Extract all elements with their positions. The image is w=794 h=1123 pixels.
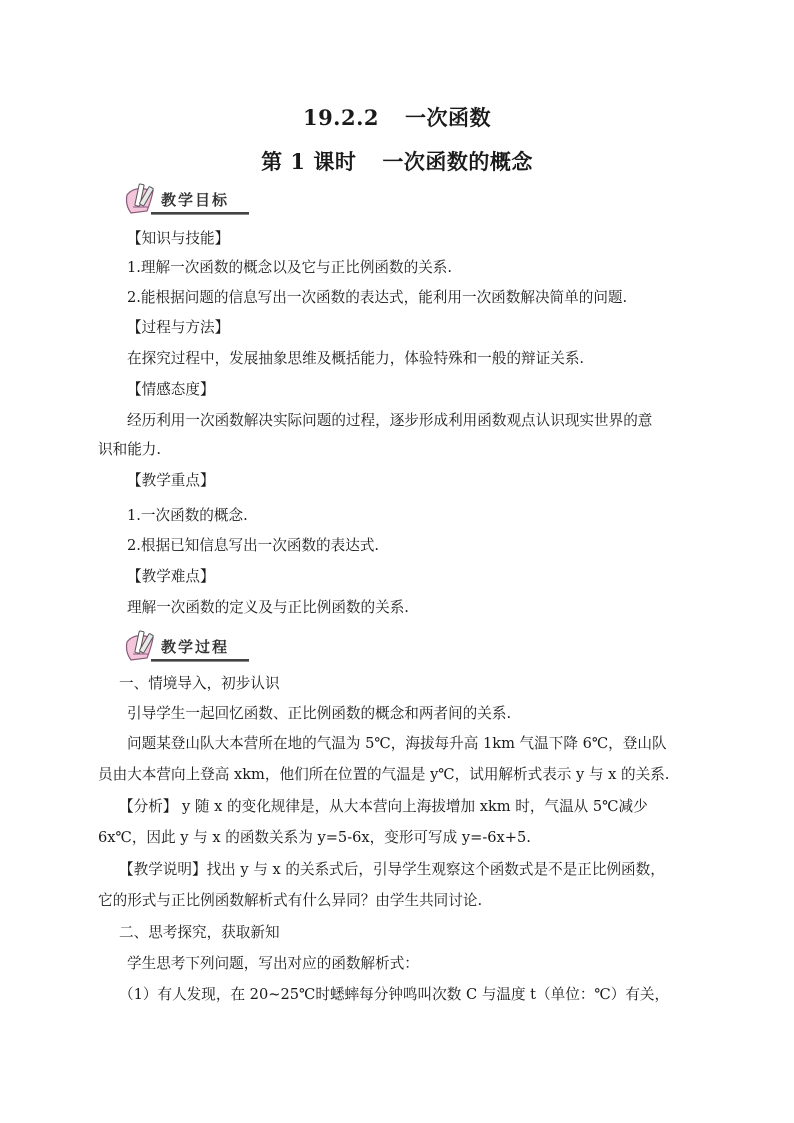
banner-underline: [151, 659, 249, 662]
part1-paragraph-2-line-1: 问题某登山队大本营所在地的气温为 5℃，海拔每升高 1km 气温下降 6℃，登山队: [127, 735, 667, 752]
section-banner-objectives: [123, 183, 249, 217]
section-banner-process: [123, 630, 249, 664]
difficulty-heading: 【教学难点】: [127, 568, 215, 585]
subtitle-text: 一次函数的概念: [382, 149, 533, 174]
difficulty-item-1: 理解一次函数的定义及与正比例函数的关系.: [127, 599, 409, 616]
attitude-heading: 【情感态度】: [127, 381, 215, 398]
knowledge-heading: 【知识与技能】: [127, 230, 230, 247]
page-subtitle: [0, 146, 794, 176]
part2-question-1: （1）有人发现，在 20~25℃时蟋蟀每分钟鸣叫次数 C 与温度 t（单位：℃）有关，: [119, 986, 670, 1003]
banner-underline: [151, 212, 249, 215]
part1-heading: 一、情境导入，初步认识: [119, 675, 280, 692]
attitude-line-1: 经历利用一次函数解决实际问题的过程，逐步形成利用函数观点认识现实世界的意: [127, 412, 653, 429]
part2-heading: 二、思考探究，获取新知: [119, 924, 280, 941]
title-number: 19.2.2: [302, 105, 380, 130]
subtitle-lesson: 第 1 课时: [261, 149, 357, 174]
title-text: 一次函数: [405, 105, 492, 130]
attitude-line-2: 识和能力.: [98, 441, 162, 458]
knowledge-item-1: 1.理解一次函数的概念以及它与正比例函数的关系.: [127, 259, 453, 276]
key-heading: 【教学重点】: [127, 472, 215, 489]
banner-label: 教学目标: [161, 191, 230, 209]
note-line-1: 【教学说明】找出 y 与 x 的关系式后，引导学生观察这个函数式是不是正比例函数，: [119, 861, 665, 878]
note-line-2: 它的形式与正比例函数解析式有什么异同？由学生共同讨论.: [98, 892, 483, 909]
process-item-1: 在探究过程中，发展抽象思维及概括能力，体验特殊和一般的辩证关系.: [127, 350, 585, 367]
part1-paragraph-2-line-2: 员由大本营向上登高 xkm，他们所在位置的气温是 y℃，试用解析式表示 y 与 x 的关系.: [98, 766, 670, 783]
key-item-2: 2.根据已知信息写出一次函数的表达式.: [127, 537, 380, 554]
page-title: [0, 102, 794, 132]
banner-label: 教学过程: [161, 638, 230, 656]
part1-paragraph-1: 引导学生一起回忆函数、正比例函数的概念和两者间的关系.: [127, 705, 512, 722]
knowledge-item-2: 2.能根据问题的信息写出一次函数的表达式，能利用一次函数解决简单的问题.: [127, 289, 628, 306]
key-item-1: 1.一次函数的概念.: [127, 507, 248, 524]
process-heading: 【过程与方法】: [127, 319, 230, 336]
part2-paragraph-1: 学生思考下列问题，写出对应的函数解析式：: [127, 955, 419, 972]
analysis-line-2: 6x℃，因此 y 与 x 的函数关系为 y=5-6x，变形可写成 y=-6x+5.: [98, 829, 531, 846]
analysis-line-1: 【分析】 y 随 x 的变化规律是，从大本营向上海拔增加 xkm 时，气温从 5℃减少: [119, 798, 648, 815]
